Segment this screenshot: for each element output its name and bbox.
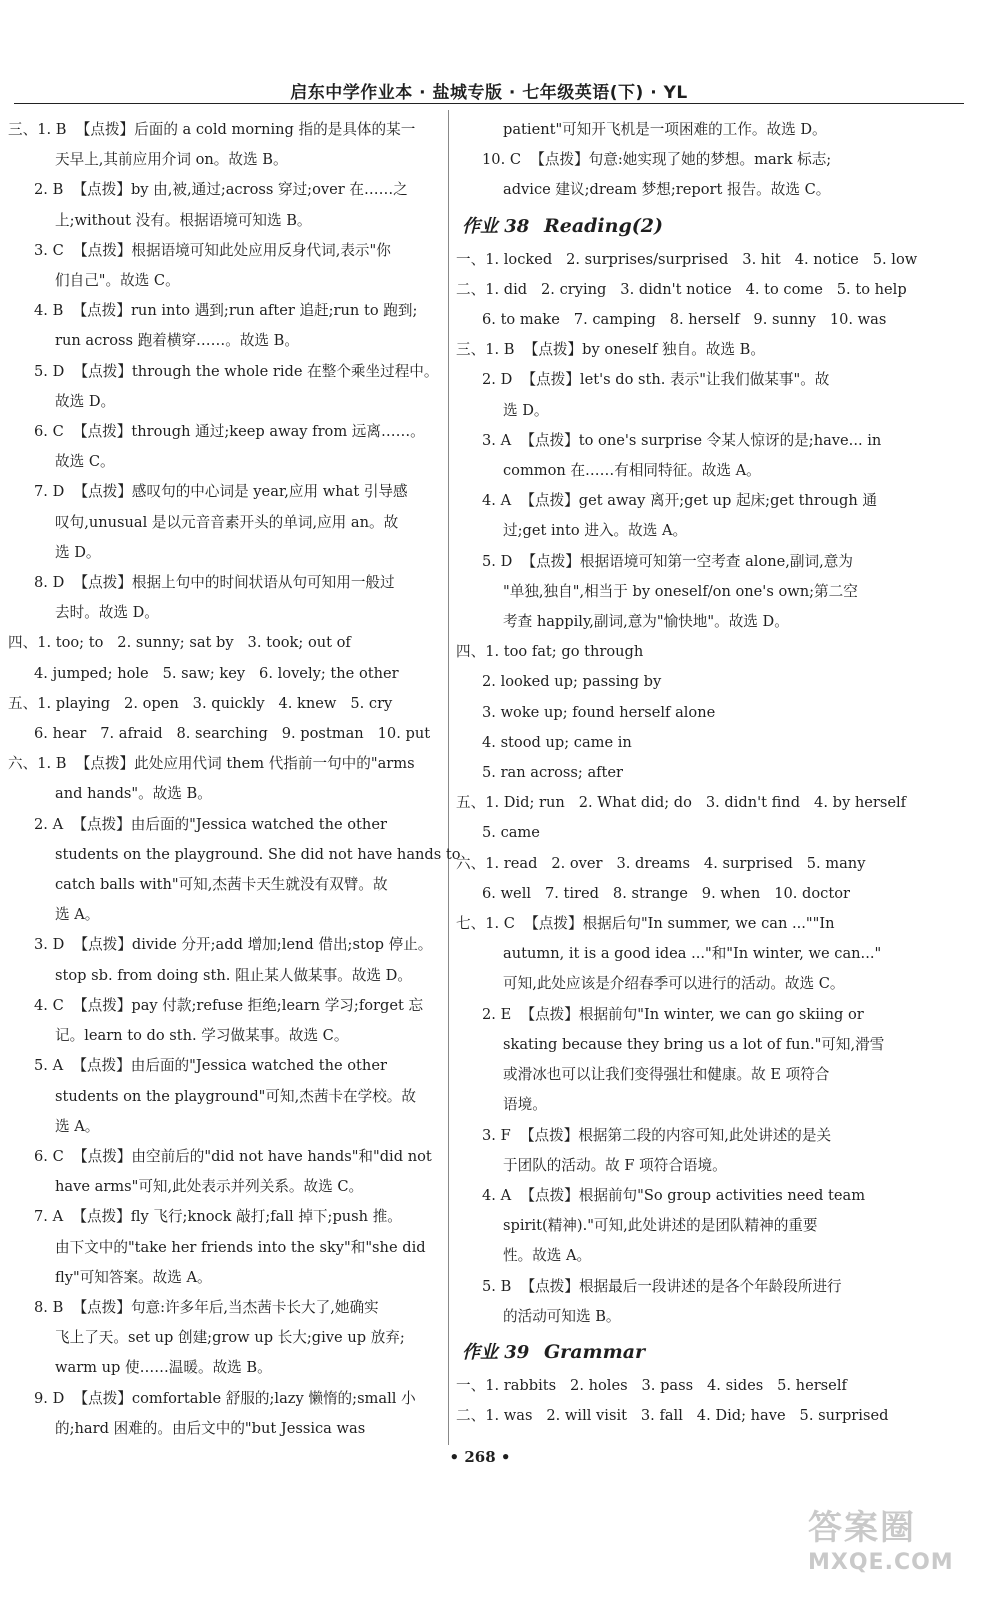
- answer-line: spirit(精神)."可知,此处讲述的是团队精神的重要: [503, 1217, 818, 1235]
- answer-line: 4. jumped; hole 5. saw; key 6. lovely; the other: [34, 664, 399, 682]
- page-number: • 268 •: [449, 1448, 511, 1466]
- answer-line: 的;hard 困难的。由后文中的"but Jessica was: [55, 1419, 366, 1437]
- answer-line: 七、1. C 【点拨】根据后句"In summer, we can ...""In: [456, 915, 835, 933]
- answer-line: 选 D。: [55, 543, 101, 561]
- header-divider: [14, 103, 964, 104]
- page-header-title: 启东中学作业本 · 盐城专版 · 七年级英语(下) · YL: [290, 83, 688, 103]
- answer-line: 10. C 【点拨】句意:她实现了她的梦想。mark 标志;: [482, 151, 832, 169]
- answer-line: 或滑冰也可以让我们变得强壮和健康。故 E 项符合: [503, 1066, 830, 1084]
- answer-line: 性。故选 A。: [503, 1247, 592, 1265]
- answer-line: 去时。故选 D。: [55, 604, 159, 622]
- answer-line: students on the playground"可知,杰茜卡在学校。故: [55, 1087, 416, 1105]
- answer-line: 4. C 【点拨】pay 付款;refuse 拒绝;learn 学习;forget 忘: [34, 996, 424, 1014]
- answer-line: 8. D 【点拨】根据上句中的时间状语从句可知用一般过: [34, 574, 395, 592]
- section-39-heading: [462, 1336, 888, 1369]
- answer-line: have arms"可知,此处表示并列关系。故选 C。: [55, 1178, 364, 1196]
- answer-line: 五、1. playing 2. open 3. quickly 4. knew 5. cry: [8, 694, 393, 712]
- answer-line: 5. B 【点拨】根据最后一段讲述的是各个年龄段所进行: [482, 1277, 842, 1295]
- answer-line: 2. B 【点拨】by 由,被,通过;across 穿过;over 在……之: [34, 181, 408, 199]
- section-38-label: 作业 38: [462, 215, 530, 237]
- answer-line: 2. D 【点拨】let's do sth. 表示"让我们做某事"。故: [482, 371, 830, 389]
- answer-line: 语境。: [503, 1096, 547, 1114]
- answer-line: 7. D 【点拨】感叹句的中心词是 year,应用 what 引导感: [34, 483, 408, 501]
- answer-line: 9. D 【点拨】comfortable 舒服的;lazy 懒惰的;small 小: [34, 1389, 416, 1407]
- answer-line: 2. A 【点拨】由后面的"Jessica watched the other: [34, 815, 387, 833]
- answer-line: 故选 D。: [55, 392, 116, 410]
- answer-line: students on the playground. She did not have hands to: [55, 845, 461, 863]
- answer-line: fly"可知答案。故选 A。: [55, 1268, 212, 1286]
- answer-line: skating because they bring us a lot of fun."可知,滑雪: [503, 1035, 885, 1053]
- answer-line: 7. A 【点拨】fly 飞行;knock 敲打;fall 掉下;push 推。: [34, 1208, 402, 1226]
- answer-line: 四、1. too; to 2. sunny; sat by 3. took; out of: [8, 634, 351, 652]
- answer-line: 3. F 【点拨】根据第二段的内容可知,此处讲述的是关: [482, 1126, 832, 1144]
- answer-line: 3. D 【点拨】divide 分开;add 增加;lend 借出;stop 停止。: [34, 936, 433, 954]
- answer-line: 6. well 7. tired 8. strange 9. when 10. doctor: [482, 884, 850, 902]
- section-39-title: Grammar: [543, 1340, 646, 1363]
- answer-line: "单独,独自",相当于 by oneself/on one's own;第二空: [503, 582, 858, 600]
- answer-line: 一、1. locked 2. surprises/surprised 3. hit 4. notice 5. low: [456, 250, 918, 268]
- answer-line: 过;get into 进入。故选 A。: [503, 522, 688, 540]
- answer-line: 可知,此处应该是介绍春季可以进行的活动。故选 C。: [503, 975, 845, 993]
- right-column: [456, 115, 918, 1431]
- answer-line: 3. C 【点拨】根据语境可知此处应用反身代词,表示"你: [34, 241, 391, 259]
- answer-line: 们自己"。故选 C。: [55, 272, 180, 290]
- answer-line: 6. to make 7. camping 8. herself 9. sunny 10. was: [482, 311, 887, 329]
- answer-line: 故选 C。: [55, 453, 115, 471]
- answer-line: 一、1. rabbits 2. holes 3. pass 4. sides 5. herself: [456, 1376, 847, 1394]
- answer-line: 二、1. was 2. will visit 3. fall 4. Did; have 5. surprised: [456, 1407, 889, 1425]
- answer-line: 三、1. B 【点拨】后面的 a cold morning 指的是具体的某一: [8, 121, 416, 138]
- answer-line: advice 建议;dream 梦想;report 报告。故选 C。: [503, 181, 831, 199]
- answer-line: common 在……有相同特征。故选 A。: [503, 462, 761, 480]
- answer-line: 六、1. B 【点拨】此处应用代词 them 代指前一句中的"arms: [8, 755, 415, 773]
- answer-line: warm up 使……温暖。故选 B。: [55, 1359, 272, 1377]
- left-column: [8, 115, 461, 1444]
- answer-line: 三、1. B 【点拨】by oneself 独自。故选 B。: [456, 341, 765, 359]
- answer-line: 5. came: [482, 824, 540, 842]
- answer-line: stop sb. from doing sth. 阻止某人做某事。故选 D。: [55, 966, 412, 984]
- answer-line: 选 A。: [55, 906, 100, 924]
- answer-line: 选 D。: [503, 401, 549, 419]
- answer-line: 3. A 【点拨】to one's surprise 令某人惊讶的是;have... in: [482, 431, 882, 449]
- answer-line: 4. stood up; came in: [482, 733, 632, 751]
- section-38-heading: [462, 210, 888, 243]
- answer-line: 8. B 【点拨】句意:许多年后,当杰茜卡长大了,她确实: [34, 1298, 379, 1316]
- answer-line: 六、1. read 2. over 3. dreams 4. surprised 5. many: [456, 854, 866, 872]
- answer-line: 天早上,其前应用介词 on。故选 B。: [55, 151, 288, 169]
- answer-line: 四、1. too fat; go through: [456, 643, 644, 661]
- answer-line: 上;without 没有。根据语境可知选 B。: [55, 211, 312, 229]
- answer-line: 考查 happily,副词,意为"愉快地"。故选 D。: [503, 613, 789, 631]
- answer-line: 二、1. did 2. crying 3. didn't notice 4. to come 5. to help: [456, 280, 907, 298]
- answer-line: 6. C 【点拨】由空前后的"did not have hands"和"did not: [34, 1147, 432, 1165]
- answer-line: 4. A 【点拨】根据前句"So group activities need team: [482, 1186, 866, 1204]
- answer-line: run across 跑着横穿……。故选 B。: [55, 332, 299, 350]
- answer-line: 由下文中的"take her friends into the sky"和"she did: [55, 1238, 426, 1256]
- answer-line: 2. E 【点拨】根据前句"In winter, we can go skiing or: [482, 1005, 864, 1023]
- watermark-logo: [808, 1506, 983, 1586]
- section-39-label: 作业 39: [462, 1341, 530, 1363]
- answer-line: 5. D 【点拨】through the whole ride 在整个乘坐过程中。: [34, 362, 439, 380]
- answer-line: 叹句,unusual 是以元音音素开头的单词,应用 an。故: [55, 513, 399, 531]
- answer-line: autumn, it is a good idea ..."和"In winter, we can...": [503, 945, 882, 963]
- answer-line: 飞上了天。set up 创建;grow up 长大;give up 放弃;: [55, 1329, 405, 1347]
- answer-line: and hands"。故选 B。: [55, 785, 212, 803]
- answer-line: 6. hear 7. afraid 8. searching 9. postman 10. put: [34, 725, 431, 743]
- answer-line: patient"可知开飞机是一项困难的工作。故选 D。: [503, 121, 827, 138]
- watermark-text-bottom: MXQE.COM: [808, 1550, 954, 1575]
- answer-line: 5. D 【点拨】根据语境可知第一空考查 alone,副词,意为: [482, 552, 853, 570]
- answer-line: 五、1. Did; run 2. What did; do 3. didn't find 4. by herself: [456, 794, 907, 812]
- answer-line: 5. A 【点拨】由后面的"Jessica watched the other: [34, 1057, 387, 1075]
- answer-line: 3. woke up; found herself alone: [482, 703, 716, 721]
- answer-line: 6. C 【点拨】through 通过;keep away from 远离……。: [34, 423, 425, 441]
- answer-line: 记。learn to do sth. 学习做某事。故选 C。: [55, 1027, 349, 1045]
- answer-line: 选 A。: [55, 1117, 100, 1135]
- watermark-text-top: 答案圈: [808, 1508, 916, 1548]
- answer-line: 于团队的活动。故 F 项符合语境。: [503, 1156, 727, 1174]
- section-38-title: Reading(2): [543, 214, 663, 237]
- answer-line: 4. B 【点拨】run into 遇到;run after 追赶;run to 跑到;: [34, 302, 418, 320]
- answer-line: 5. ran across; after: [482, 764, 624, 782]
- answer-line: 4. A 【点拨】get away 离开;get up 起床;get through 通: [482, 492, 877, 510]
- answer-line: catch balls with"可知,杰茜卡天生就没有双臂。故: [55, 876, 388, 894]
- column-divider: [448, 110, 449, 1445]
- answer-line: 的活动可知选 B。: [503, 1307, 621, 1325]
- answer-line: 2. looked up; passing by: [482, 673, 662, 691]
